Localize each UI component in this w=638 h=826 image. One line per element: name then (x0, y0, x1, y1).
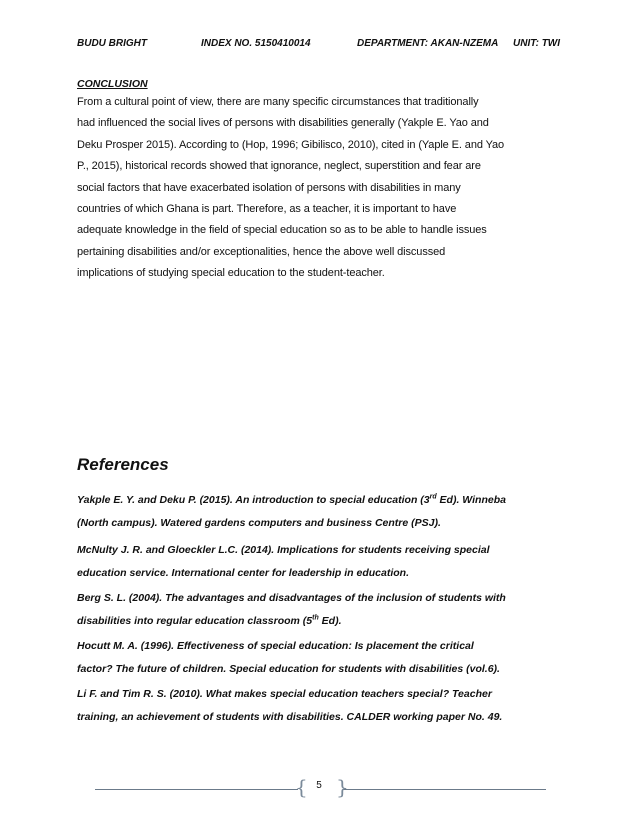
page-number: 5 (316, 780, 322, 791)
header-author: BUDU BRIGHT (77, 38, 147, 49)
reference-text: (North campus). Watered gardens computers and business Centre (PSJ). (77, 517, 441, 529)
conclusion-section (77, 76, 567, 285)
conclusion-line: From a cultural point of view, there are many specific circumstances that traditionally (77, 96, 479, 108)
reference-entry (77, 539, 567, 585)
conclusion-line: Deku Prosper 2015). According to (Hop, 1996; Gibilisco, 2010), cited in (Yaple E. and Yao (77, 138, 505, 151)
conclusion-line: had influenced the social lives of persons with disabilities generally (Yakple E. Yao and (77, 117, 489, 130)
header-department: DEPARTMENT: AKAN-NZEMA (357, 38, 499, 49)
reference-text: training, an achievement of students with disabilities. CALDER working paper No. 49. (77, 711, 503, 723)
reference-text: Ed). (318, 615, 342, 627)
reference-entry (77, 587, 567, 633)
reference-superscript: rd (429, 493, 437, 501)
reference-text: Yakple E. Y. and Deku P. (2015). An introduction to special education (3 (77, 494, 430, 506)
reference-text: Hocutt M. A. (1996). Effectiveness of special education: Is placement the critical (77, 640, 474, 652)
reference-text: Li F. and Tim R. S. (2010). What makes special education teachers special? Teacher (77, 688, 492, 700)
left-brace-icon: { (295, 775, 308, 799)
footer-rule-left (95, 789, 298, 790)
conclusion-line: pertaining disabilities and/or exceptionalities, hence the above well discussed (77, 245, 446, 258)
header-index-number: INDEX NO. 5150410014 (201, 38, 311, 49)
reference-text: Ed). Winneba (436, 494, 506, 506)
reference-text: disabilities into regular education classroom (5 (77, 615, 313, 627)
references-heading: References (77, 455, 169, 474)
conclusion-line: countries of which Ghana is part. Therefore, as a teacher, it is important to have (77, 202, 457, 215)
conclusion-line: adequate knowledge in the field of special education so as to be able to handle issues (77, 224, 487, 237)
reference-entry (77, 635, 567, 681)
reference-text: education service. International center for leadership in education. (77, 567, 410, 579)
footer-rule-right (343, 789, 546, 790)
header-unit: UNIT: TWI (513, 38, 561, 49)
conclusion-line: P., 2015), historical records showed that ignorance, neglect, superstition and fear are (77, 160, 481, 173)
reference-text: McNulty J. R. and Gloeckler L.C. (2014). Implications for students receiving special (77, 544, 490, 556)
reference-text: Berg S. L. (2004). The advantages and disadvantages of the inclusion of students with (77, 592, 506, 604)
reference-entry (77, 489, 567, 535)
conclusion-heading: CONCLUSION (77, 78, 148, 90)
right-brace-icon: } (336, 775, 349, 799)
reference-superscript: th (312, 614, 319, 622)
reference-text: factor? The future of children. Special education for students with disabilities (vol.6). (77, 663, 500, 675)
page-header (77, 38, 567, 54)
conclusion-line: social factors that have exacerbated isolation of persons with disabilities in many (77, 181, 461, 194)
reference-entry (77, 683, 567, 729)
conclusion-line: implications of studying special education to the student-teacher. (77, 267, 385, 280)
